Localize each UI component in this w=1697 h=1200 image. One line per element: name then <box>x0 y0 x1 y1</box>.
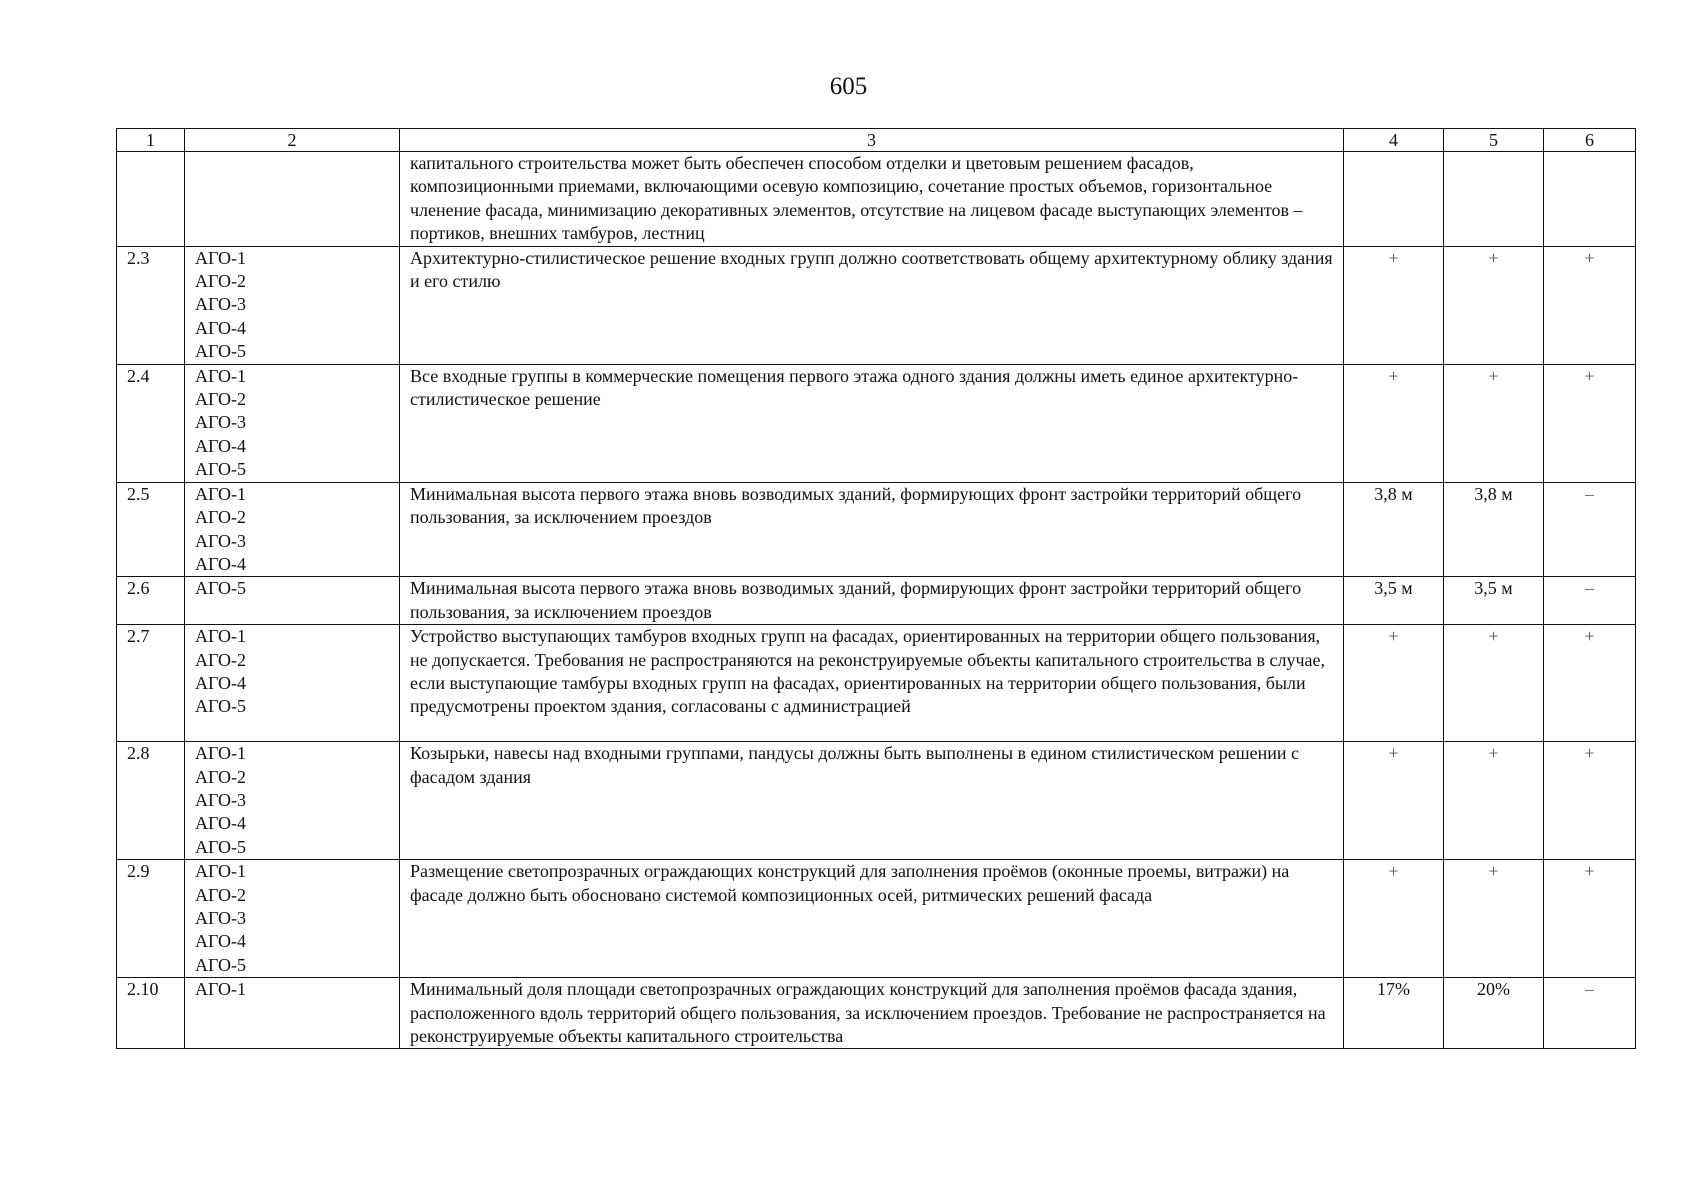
value-col5: 3,5 м <box>1444 577 1544 625</box>
value-col4: + <box>1344 860 1444 978</box>
table-row <box>117 978 1636 1049</box>
table-row <box>117 625 1636 742</box>
row-number: 2.10 <box>117 978 185 1049</box>
row-number: 2.8 <box>117 742 185 860</box>
zone-list: АГО-1 АГО-2 АГО-3 АГО-4 АГО-5 <box>185 742 400 860</box>
row-number: 2.9 <box>117 860 185 978</box>
value-col6: + <box>1544 364 1636 482</box>
table-row <box>117 577 1636 625</box>
zone-list: АГО-5 <box>185 577 400 625</box>
requirement-text: капитального строительства может быть обеспечен способом отделки и цветовым решением фасадов, композиционными приемами, включающими осевую композицию, сочетание простых объемов, горизонтальное членение фасада, минимизацию декоративных элементов, отсутствие на лицевом фасаде выступающих элементов – портиков, внешних тамбуров, лестниц <box>400 152 1344 247</box>
column-header: 5 <box>1444 129 1544 152</box>
zone-list: АГО-1 АГО-2 АГО-3 АГО-4 АГО-5 <box>185 246 400 364</box>
table-row <box>117 482 1636 577</box>
column-header: 6 <box>1544 129 1636 152</box>
zone-list: АГО-1 <box>185 978 400 1049</box>
row-number: 2.5 <box>117 482 185 577</box>
value-col4: + <box>1344 742 1444 860</box>
value-col5: 20% <box>1444 978 1544 1049</box>
value-col6: + <box>1544 246 1636 364</box>
zone-list: АГО-1 АГО-2 АГО-3 АГО-4 АГО-5 <box>185 364 400 482</box>
row-number: 2.4 <box>117 364 185 482</box>
value-col4: + <box>1344 246 1444 364</box>
column-header: 1 <box>117 129 185 152</box>
row-number: 2.7 <box>117 625 185 742</box>
requirements-table <box>116 128 1636 1049</box>
value-col4: + <box>1344 364 1444 482</box>
table-row <box>117 152 1636 247</box>
row-number: 2.6 <box>117 577 185 625</box>
value-col6: – <box>1544 482 1636 577</box>
table-row <box>117 364 1636 482</box>
value-col6: + <box>1544 742 1636 860</box>
requirement-text: Минимальная высота первого этажа вновь возводимых зданий, формирующих фронт застройки территорий общего пользования, за исключением проездов <box>400 577 1344 625</box>
value-col5: + <box>1444 860 1544 978</box>
value-col5: + <box>1444 625 1544 742</box>
value-col5 <box>1444 152 1544 247</box>
value-col4: + <box>1344 625 1444 742</box>
requirement-text: Минимальный доля площади светопрозрачных ограждающих конструкций для заполнения проёмов фасада здания, расположенного вдоль территорий общего пользования, за исключением проездов. Требование не распространяется на реконструируемые объекты капитального строительства <box>400 978 1344 1049</box>
value-col5: + <box>1444 246 1544 364</box>
column-number-header <box>117 129 1636 152</box>
zone-list: АГО-1 АГО-2 АГО-3 АГО-4 <box>185 482 400 577</box>
column-header: 3 <box>400 129 1344 152</box>
value-col6: + <box>1544 860 1636 978</box>
value-col5: 3,8 м <box>1444 482 1544 577</box>
requirement-text: Все входные группы в коммерческие помещения первого этажа одного здания должны иметь единое архитектурно-стилистическое решение <box>400 364 1344 482</box>
column-header: 4 <box>1344 129 1444 152</box>
value-col4 <box>1344 152 1444 247</box>
requirement-text: Архитектурно-стилистическое решение входных групп должно соответствовать общему архитектурному облику здания и его стилю <box>400 246 1344 364</box>
requirement-text: Устройство выступающих тамбуров входных групп на фасадах, ориентированных на территории общего пользования, не допускается. Требования не распространяются на реконструируемые объекты капитального строительства в случае, если выступающие тамбуры входных групп на фасадах, ориентированных на территории общего пользования, были предусмотрены проектом здания, согласованы с администрацией <box>400 625 1344 742</box>
row-number <box>117 152 185 247</box>
column-header: 2 <box>185 129 400 152</box>
value-col5: + <box>1444 364 1544 482</box>
value-col6 <box>1544 152 1636 247</box>
value-col4: 3,8 м <box>1344 482 1444 577</box>
value-col4: 3,5 м <box>1344 577 1444 625</box>
value-col6: – <box>1544 978 1636 1049</box>
zone-list: АГО-1 АГО-2 АГО-4 АГО-5 <box>185 625 400 742</box>
zone-list <box>185 152 400 247</box>
requirement-text: Размещение светопрозрачных ограждающих конструкций для заполнения проёмов (оконные проемы, витражи) на фасаде должно быть обосновано системой композиционных осей, ритмических решений фасада <box>400 860 1344 978</box>
table-row <box>117 742 1636 860</box>
page-number: 605 <box>829 73 868 100</box>
value-col6: + <box>1544 625 1636 742</box>
table-row <box>117 246 1636 364</box>
row-number: 2.3 <box>117 246 185 364</box>
value-col6: – <box>1544 577 1636 625</box>
table-row <box>117 860 1636 978</box>
zone-list: АГО-1 АГО-2 АГО-3 АГО-4 АГО-5 <box>185 860 400 978</box>
value-col4: 17% <box>1344 978 1444 1049</box>
requirement-text: Минимальная высота первого этажа вновь возводимых зданий, формирующих фронт застройки территорий общего пользования, за исключением проездов <box>400 482 1344 577</box>
value-col5: + <box>1444 742 1544 860</box>
requirement-text: Козырьки, навесы над входными группами, пандусы должны быть выполнены в едином стилистическом решении с фасадом здания <box>400 742 1344 860</box>
